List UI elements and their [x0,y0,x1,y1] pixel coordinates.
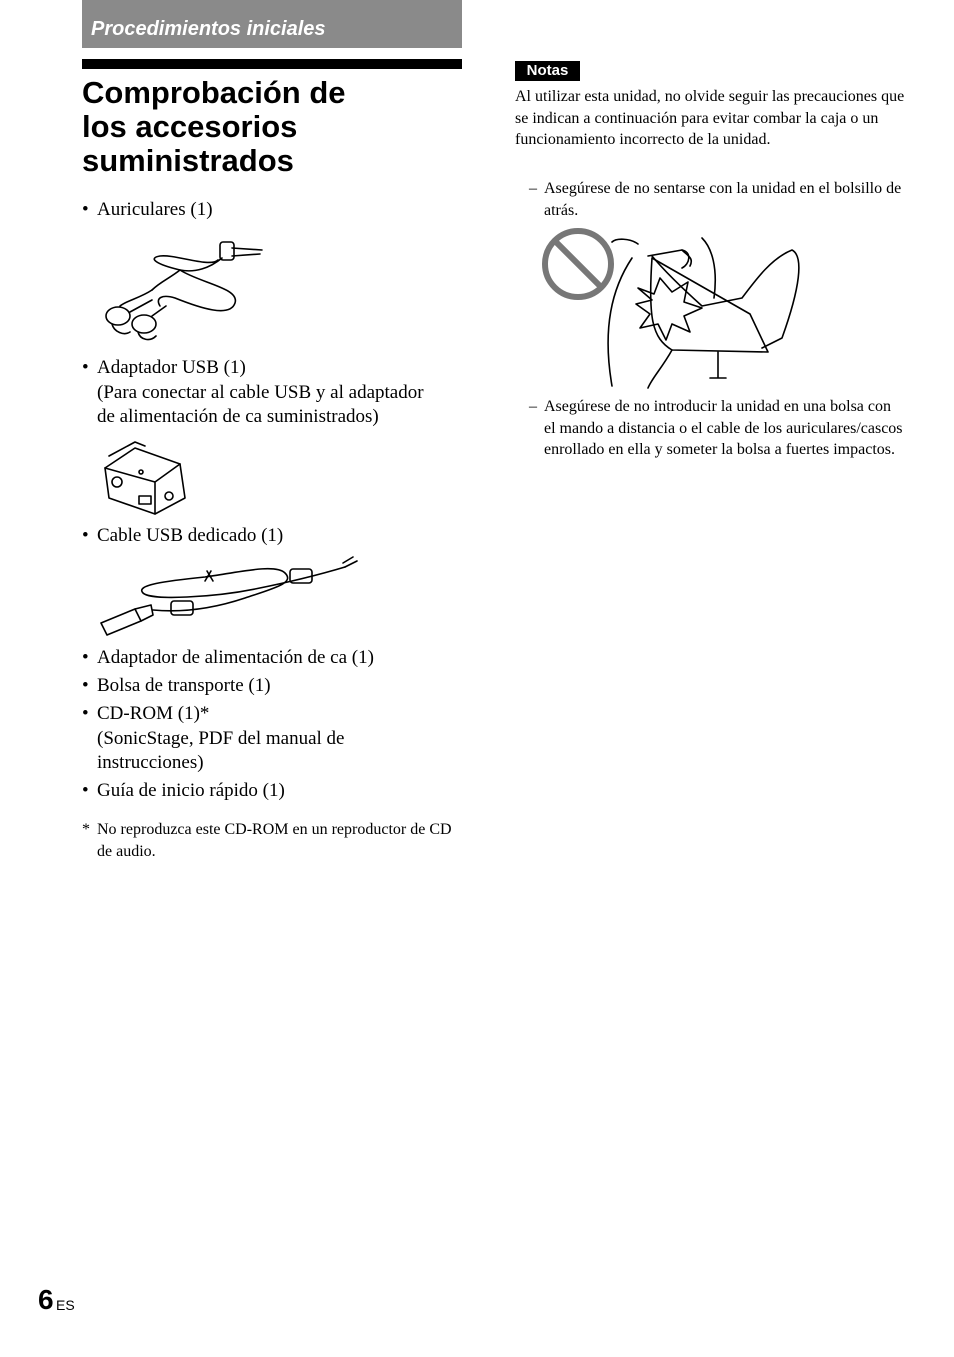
note-item [515,396,905,461]
title-line: suministrados [82,143,294,178]
accessory-item-headphones [82,198,213,223]
usb-cable-illustration [95,553,365,643]
accessory-item-cdrom [82,702,345,776]
page-number: 6 [38,1284,54,1315]
bullet-mark: • [82,199,89,220]
accessory-label: (Para conectar al cable USB y al adaptador [97,381,424,403]
footnote [82,819,462,863]
note-text: Asegúrese de no sentarse con la unidad en el bolsillo de atrás. [544,180,902,219]
note-item [515,178,905,221]
accessory-label: CD-ROM (1)* [97,703,210,724]
bullet-mark: • [82,675,89,696]
accessory-item-ac-adapter [82,646,374,671]
title-line: los accesorios [82,109,298,144]
accessory-item-usb-adapter [82,356,424,430]
notes-intro: Al utilizar esta unidad, no olvide seguir las precauciones que se indican a continuación para evitar combar la caja o un funcionamiento incorrecto de la unidad. [515,88,905,148]
bullet-mark: • [82,357,89,378]
section-label: Procedimientos iniciales [91,18,326,40]
accessory-label: Adaptador USB (1) [97,357,246,378]
note-text: Asegúrese de no introducir la unidad en una bolsa con el mando a distancia o el cable de los auriculares/cascos enrollado en ella y someter la bolsa a fuertes impactos. [544,398,903,458]
bullet-mark: • [82,647,89,668]
accessory-label: de alimentación de ca suministrados) [97,406,379,427]
dash-mark: – [529,398,537,415]
title-rule [82,59,462,69]
bullet-mark: • [82,703,89,724]
accessory-item-quick-guide [82,779,285,804]
accessory-label: (SonicStage, PDF del manual de [97,727,345,749]
bullet-mark: • [82,525,89,546]
accessory-label: Cable USB dedicado (1) [97,525,284,546]
title-line: Comprobación de [82,75,346,110]
accessory-item-usb-cable [82,524,283,549]
bullet-mark: • [82,780,89,801]
section-tab [82,0,462,48]
accessory-label: Bolsa de transporte (1) [97,675,271,696]
usb-adapter-illustration [95,438,190,518]
notes-badge: Notas [515,61,580,81]
page-title [82,76,462,178]
accessory-label: Guía de inicio rápido (1) [97,780,285,801]
dash-mark: – [529,180,537,197]
no-sitting-illustration [542,228,804,390]
page-language: ES [56,1297,75,1313]
accessory-label: instrucciones) [97,752,204,773]
footnote-text: No reproduzca este CD-ROM en un reproductor de CD de audio. [97,821,452,860]
accessory-label: Auriculares (1) [97,199,213,220]
accessory-item-carry-bag [82,674,271,699]
accessory-label: Adaptador de alimentación de ca (1) [97,647,374,668]
footnote-mark: * [82,821,90,838]
headphones-illustration [100,228,270,346]
